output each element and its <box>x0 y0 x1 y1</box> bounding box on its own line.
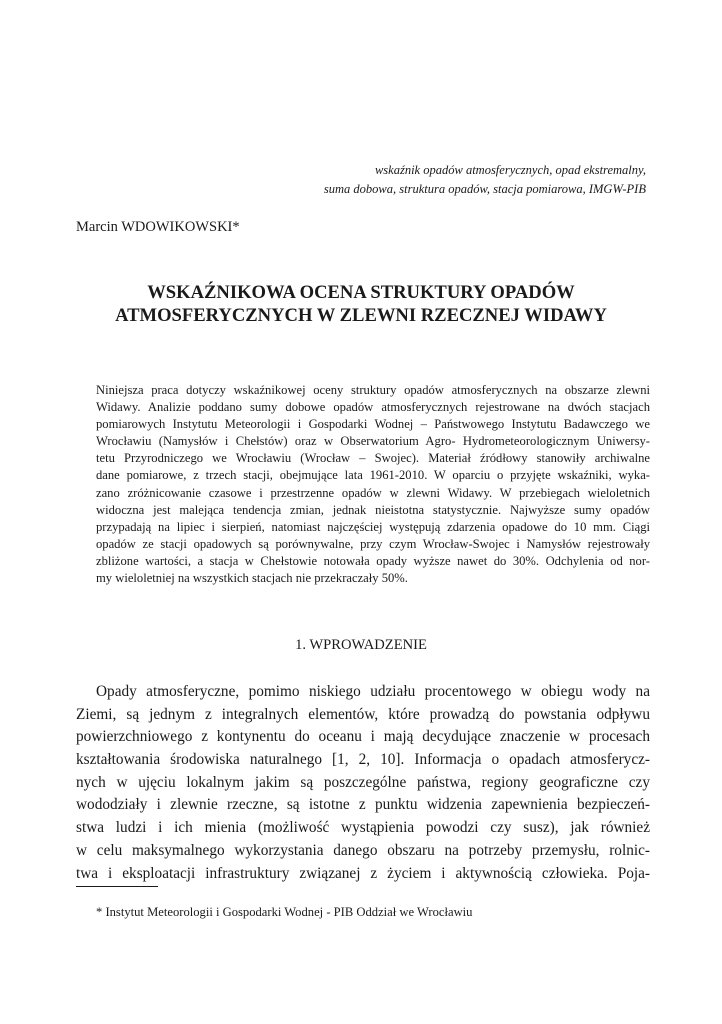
abstract-line: tetu Przyrodniczego we Wrocławiu (Wrocław – Swojec). Materiał źródłowy stanowiły archiwalne <box>96 451 650 466</box>
intro-line: stwa ludzi i ich mienia (możliwość wystąpienia powodzi czy susz), jak również <box>76 819 650 837</box>
intro-line: wododziały i zlewnie rzeczne, są istotne z punktu widzenia zapewnienia bezpieczeń- <box>76 796 650 814</box>
paper-title-line-2: ATMOSFERYCZNYCH W ZLEWNI RZECZNEJ WIDAWY <box>115 305 607 326</box>
abstract-line: dane pomiarowe, z trzech stacji, obejmujące lata 1961-2010. W oparciu o przyjęte wskaźniki, wyka- <box>96 468 650 483</box>
footnote: * Instytut Meteorologii i Gospodarki Wodnej - PIB Oddział we Wrocławiu <box>96 905 473 919</box>
intro-line: Ziemi, są jednym z integralnych elementów, które prowadzą do powstania odpływu <box>76 705 650 723</box>
abstract-line: Niniejsza praca dotyczy wskaźnikowej oceny struktury opadów atmosferycznych na obszarze zlewni <box>96 383 650 397</box>
abstract-line: widoczna jest malejąca tendencja zmian, jednak nieistotna statystycznie. Najwyższe sumy opadów <box>96 502 650 517</box>
abstract-line: zbliżone wartości, a stacja w Chełstowie notowała opady wyższe nawet do 30%. Odchylenia od nor- <box>96 553 650 568</box>
keywords-line-1: wskaźnik opadów atmosferycznych, opad ekstremalny, <box>374 163 646 177</box>
abstract-line: pomiarowych Instytutu Meteorologii i Gospodarki Wodnej – Państwowego Instytutu Badawczego we <box>96 417 650 432</box>
abstract-line: my wieloletniej na wszystkich stacjach nie przekraczały 50%. <box>96 571 408 586</box>
intro-line: Opady atmosferyczne, pomimo niskiego udziału procentowego w obiegu wody na <box>96 683 650 700</box>
keywords <box>126 161 646 199</box>
intro-line: twa i eksploatacji infrastruktury związanej z życiem i aktywnością człowieka. Poja- <box>76 864 650 882</box>
intro-line: kształtowania środowiska naturalnego [1, 2, 10]. Informacja o opadach atmosferycz- <box>76 751 650 769</box>
paper-title <box>60 281 662 327</box>
intro-line: w celu maksymalnego wykorzystania danego obszaru na potrzeby przemysłu, rolnic- <box>76 841 650 859</box>
abstract-line: Wrocławiu (Namysłów i Chełstów) oraz w Obserwatorium Agro- Hydrometeorologicznym Uniwersy- <box>96 434 650 449</box>
abstract-line: opadów ze stacji opadowych są porównywalne, przy czym Wrocław-Swojec i Namysłów rejestrowały <box>96 536 650 551</box>
paper-title-line-1: WSKAŹNIKOWA OCENA STRUKTURY OPADÓW <box>147 282 575 303</box>
intro-line: powierzchniowego z kontynentu do oceanu i mają decydujące znaczenie w procesach <box>76 728 650 746</box>
section-heading: 1. WPROWADZENIE <box>295 637 427 653</box>
footnote-divider <box>76 886 158 887</box>
intro-line: nych w ujęciu lokalnym jakim są poszczególne państwa, regiony geograficzne czy <box>76 773 650 791</box>
intro-paragraph <box>76 681 650 885</box>
abstract-line: zano zróżnicowanie czasowe i przestrzenne opadów w zlewni Widawy. W przebiegach wieloletnich <box>96 485 650 500</box>
author: Marcin WDOWIKOWSKI* <box>76 219 240 235</box>
abstract-line: Widawy. Analizie poddano sumy dobowe opadów atmosferycznych rejestrowane na dwóch stacjach <box>96 400 650 415</box>
abstract <box>96 382 650 587</box>
abstract-line: przypadają na lipiec i sierpień, natomiast najczęściej występują zdarzenia opadowe do 10 mm. Ciągi <box>96 519 650 534</box>
keywords-line-2: suma dobowa, struktura opadów, stacja pomiarowa, IMGW-PIB <box>323 182 646 196</box>
